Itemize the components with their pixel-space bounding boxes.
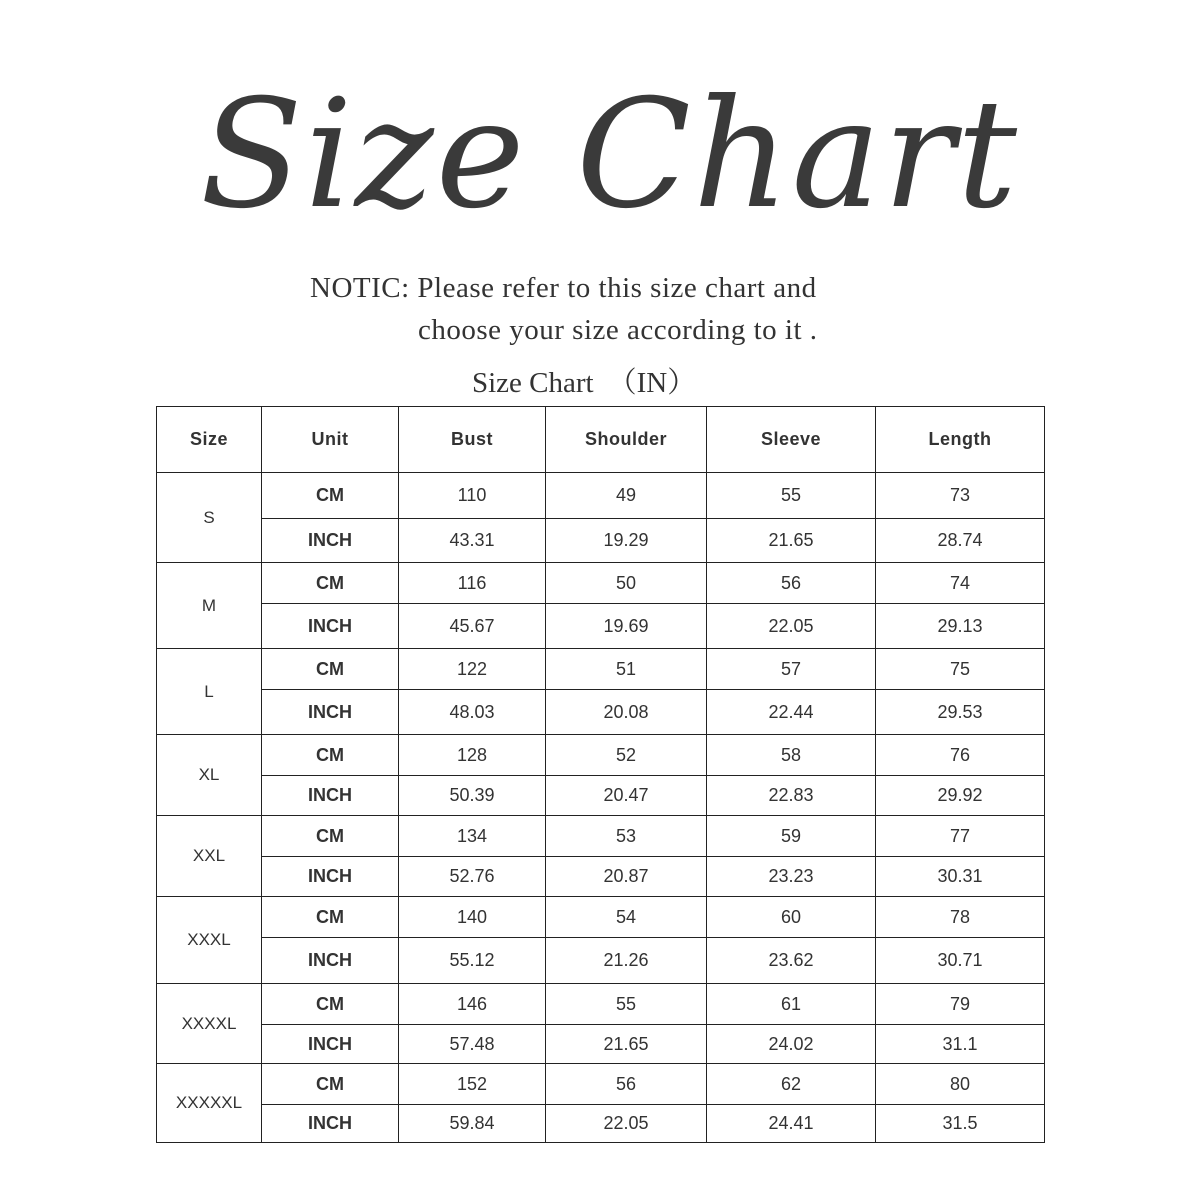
value-cell: 79 [876, 984, 1045, 1025]
value-cell: 55 [546, 984, 707, 1025]
header-shoulder: Shoulder [546, 407, 707, 473]
unit-cell: INCH [262, 519, 399, 563]
table-row [157, 1025, 1045, 1064]
value-cell: 59 [707, 816, 876, 857]
value-cell: 146 [399, 984, 546, 1025]
size-cell: XXXXXL [157, 1064, 262, 1143]
table-row [157, 604, 1045, 649]
value-cell: 28.74 [876, 519, 1045, 563]
value-cell: 22.05 [546, 1105, 707, 1143]
unit-cell: INCH [262, 857, 399, 897]
page-title: Size Chart [200, 68, 1019, 242]
unit-cell: INCH [262, 604, 399, 649]
unit-cell: CM [262, 1064, 399, 1105]
value-cell: 75 [876, 649, 1045, 690]
value-cell: 29.53 [876, 690, 1045, 735]
value-cell: 55 [707, 473, 876, 519]
value-cell: 24.02 [707, 1025, 876, 1064]
value-cell: 52.76 [399, 857, 546, 897]
value-cell: 21.65 [546, 1025, 707, 1064]
table-subtitle [472, 360, 696, 401]
unit-cell: CM [262, 735, 399, 776]
table-row [157, 938, 1045, 984]
notice-line-2: choose your size according to it . [418, 314, 818, 346]
size-cell: L [157, 649, 262, 735]
value-cell: 60 [707, 897, 876, 938]
size-cell: XL [157, 735, 262, 816]
value-cell: 31.5 [876, 1105, 1045, 1143]
value-cell: 59.84 [399, 1105, 546, 1143]
value-cell: 51 [546, 649, 707, 690]
unit-cell: CM [262, 473, 399, 519]
size-cell: M [157, 563, 262, 649]
unit-cell: CM [262, 563, 399, 604]
value-cell: 80 [876, 1064, 1045, 1105]
table-row [157, 776, 1045, 816]
value-cell: 49 [546, 473, 707, 519]
value-cell: 29.92 [876, 776, 1045, 816]
value-cell: 140 [399, 897, 546, 938]
value-cell: 22.44 [707, 690, 876, 735]
table-row [157, 1064, 1045, 1105]
unit-cell: CM [262, 984, 399, 1025]
subtitle-text: Size Chart [472, 367, 594, 399]
value-cell: 50 [546, 563, 707, 604]
header-length: Length [876, 407, 1045, 473]
value-cell: 29.13 [876, 604, 1045, 649]
header-bust: Bust [399, 407, 546, 473]
unit-cell: INCH [262, 1025, 399, 1064]
value-cell: 23.62 [707, 938, 876, 984]
table-row [157, 735, 1045, 776]
value-cell: 19.69 [546, 604, 707, 649]
table-body [157, 473, 1045, 1143]
value-cell: 45.67 [399, 604, 546, 649]
value-cell: 110 [399, 473, 546, 519]
size-cell: XXL [157, 816, 262, 897]
value-cell: 57 [707, 649, 876, 690]
value-cell: 20.87 [546, 857, 707, 897]
size-cell: XXXL [157, 897, 262, 984]
value-cell: 24.41 [707, 1105, 876, 1143]
value-cell: 122 [399, 649, 546, 690]
value-cell: 31.1 [876, 1025, 1045, 1064]
value-cell: 52 [546, 735, 707, 776]
unit-cell: INCH [262, 938, 399, 984]
value-cell: 56 [546, 1064, 707, 1105]
value-cell: 128 [399, 735, 546, 776]
value-cell: 22.83 [707, 776, 876, 816]
unit-cell: CM [262, 897, 399, 938]
table-row [157, 816, 1045, 857]
value-cell: 58 [707, 735, 876, 776]
size-cell: XXXXL [157, 984, 262, 1064]
value-cell: 55.12 [399, 938, 546, 984]
subtitle-unit: （IN） [607, 367, 697, 399]
value-cell: 30.71 [876, 938, 1045, 984]
size-table [156, 406, 1045, 1143]
value-cell: 22.05 [707, 604, 876, 649]
value-cell: 74 [876, 563, 1045, 604]
table-row [157, 519, 1045, 563]
value-cell: 152 [399, 1064, 546, 1105]
value-cell: 77 [876, 816, 1045, 857]
value-cell: 76 [876, 735, 1045, 776]
unit-cell: INCH [262, 776, 399, 816]
unit-cell: CM [262, 649, 399, 690]
table-row [157, 984, 1045, 1025]
value-cell: 21.26 [546, 938, 707, 984]
value-cell: 61 [707, 984, 876, 1025]
table-row [157, 897, 1045, 938]
value-cell: 54 [546, 897, 707, 938]
header-unit: Unit [262, 407, 399, 473]
table-row [157, 1105, 1045, 1143]
table-row [157, 690, 1045, 735]
value-cell: 20.47 [546, 776, 707, 816]
table-row [157, 563, 1045, 604]
value-cell: 43.31 [399, 519, 546, 563]
table-header-row [157, 407, 1045, 473]
value-cell: 73 [876, 473, 1045, 519]
table-row [157, 857, 1045, 897]
value-cell: 30.31 [876, 857, 1045, 897]
value-cell: 56 [707, 563, 876, 604]
value-cell: 116 [399, 563, 546, 604]
notice-line-1: NOTIC: Please refer to this size chart and [310, 272, 817, 304]
value-cell: 134 [399, 816, 546, 857]
value-cell: 78 [876, 897, 1045, 938]
value-cell: 23.23 [707, 857, 876, 897]
value-cell: 50.39 [399, 776, 546, 816]
value-cell: 21.65 [707, 519, 876, 563]
header-sleeve: Sleeve [707, 407, 876, 473]
table-row [157, 473, 1045, 519]
value-cell: 19.29 [546, 519, 707, 563]
unit-cell: INCH [262, 690, 399, 735]
value-cell: 53 [546, 816, 707, 857]
value-cell: 20.08 [546, 690, 707, 735]
value-cell: 48.03 [399, 690, 546, 735]
table-row [157, 649, 1045, 690]
unit-cell: CM [262, 816, 399, 857]
size-cell: S [157, 473, 262, 563]
value-cell: 57.48 [399, 1025, 546, 1064]
header-size: Size [157, 407, 262, 473]
unit-cell: INCH [262, 1105, 399, 1143]
value-cell: 62 [707, 1064, 876, 1105]
